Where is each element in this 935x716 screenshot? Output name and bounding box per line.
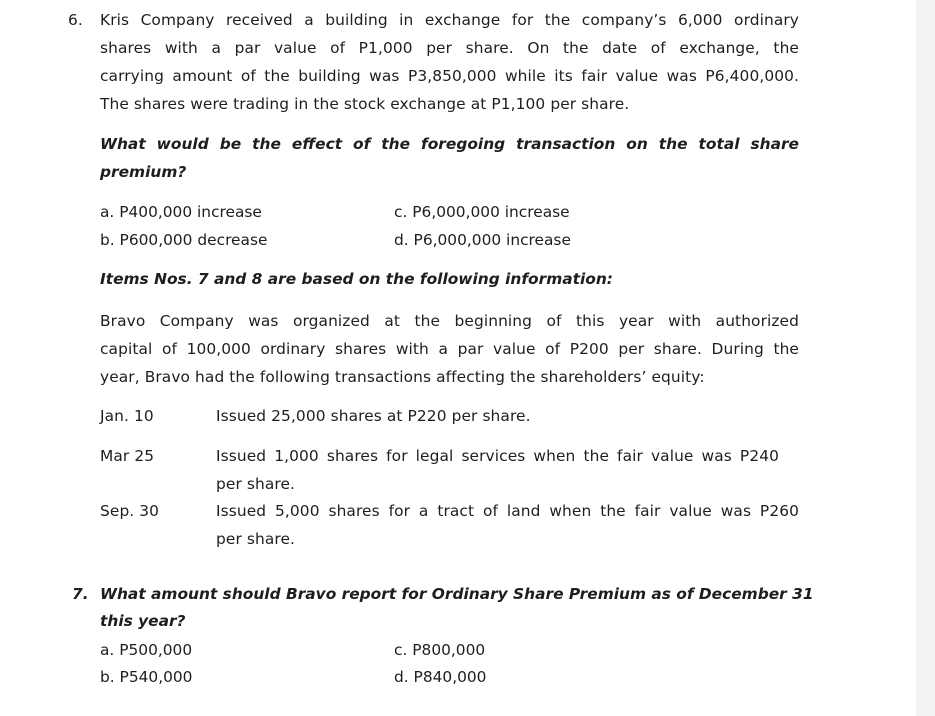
transaction-text-mar-line-2: per share. [216, 475, 296, 493]
question-7-choice-b: b. P540,000 [100, 668, 193, 686]
question-7-prompt-line-1: What amount should Bravo report for Ordinary Share Premium as of December 31 [100, 585, 814, 603]
bravo-intro-line-1: Bravo Company was organized at the beginning of this year with authorized [100, 312, 799, 330]
transaction-date-mar: Mar 25 [100, 447, 155, 465]
items-header: Items Nos. 7 and 8 are based on the following information: [100, 270, 613, 288]
question-6-choice-c: c. P6,000,000 increase [394, 203, 570, 221]
viewer-scroll-gutter [916, 0, 935, 716]
question-7-choice-c: c. P800,000 [394, 641, 486, 659]
bravo-intro-line-2: capital of 100,000 ordinary shares with a par value of P200 per share. During the [100, 340, 799, 358]
question-6-line-1: Kris Company received a building in exchange for the company’s 6,000 ordinary [100, 11, 799, 29]
question-6-line-4: The shares were trading in the stock exchange at P1,100 per share. [100, 95, 630, 113]
question-7-prompt-line-2: this year? [100, 612, 186, 630]
transaction-text-jan: Issued 25,000 shares at P220 per share. [216, 407, 531, 425]
question-6-line-3: carrying amount of the building was P3,850,000 while its fair value was P6,400,000. [100, 67, 799, 85]
transaction-text-sep-line-1: Issued 5,000 shares for a tract of land when the fair value was P260 [216, 502, 799, 520]
bravo-intro-line-3: year, Bravo had the following transactions affecting the shareholders’ equity: [100, 368, 705, 386]
question-6-prompt-line-1: What would be the effect of the foregoing transaction on the total share [100, 135, 799, 153]
question-7-choice-a: a. P500,000 [100, 641, 193, 659]
question-7-number: 7. [72, 585, 89, 603]
question-7-choice-d: d. P840,000 [394, 668, 487, 686]
question-6-choice-a: a. P400,000 increase [100, 203, 262, 221]
question-6-line-2: shares with a par value of P1,000 per share. On the date of exchange, the [100, 39, 799, 57]
question-6-prompt-line-2: premium? [100, 163, 187, 181]
transaction-date-jan: Jan. 10 [100, 407, 154, 425]
question-6-number: 6. [68, 11, 83, 29]
question-6-choice-d: d. P6,000,000 increase [394, 231, 571, 249]
transaction-text-mar-line-1: Issued 1,000 shares for legal services when the fair value was P240 [216, 447, 779, 465]
question-6-choice-b: b. P600,000 decrease [100, 231, 268, 249]
transaction-text-sep-line-2: per share. [216, 530, 296, 548]
transaction-date-sep: Sep. 30 [100, 502, 160, 520]
